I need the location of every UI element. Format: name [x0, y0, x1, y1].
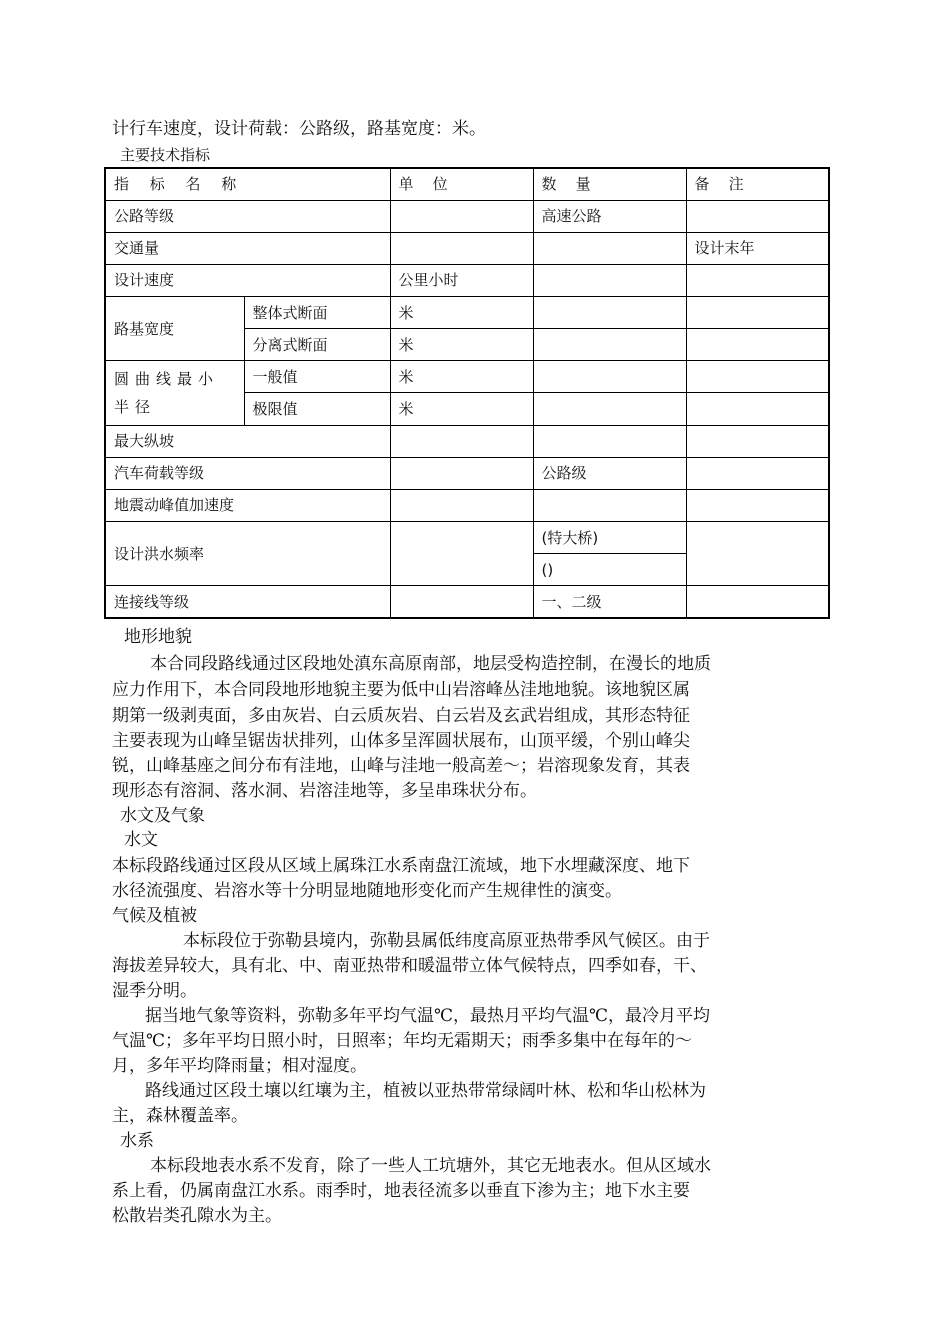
cell-qty: 高速公路 — [533, 200, 686, 232]
table-row — [105, 586, 829, 618]
soil-line: 路线通过区段土壤以红壤为主，植被以亚热带常绿阔叶林、松和华山松林为 — [145, 1081, 706, 1101]
table-row — [105, 232, 829, 264]
weather-line: 月，多年平均降雨量；相对湿度。 — [112, 1056, 367, 1076]
tech-spec-table — [104, 167, 830, 619]
cell-name: 交通量 — [105, 232, 390, 264]
hydro-climate-title: 水文及气象 — [120, 806, 205, 826]
cell-name: 路基宽度 — [105, 297, 244, 361]
terrain-line: 应力作用下，本合同段地形地貌主要为低中山岩溶峰丛洼地地貌。该地貌区属 — [112, 680, 690, 700]
climate-line: 海拔差异较大，具有北、中、南亚热带和暖温带立体气候特点，四季如春，干、 — [112, 956, 707, 976]
water-title: 水系 — [120, 1131, 154, 1151]
table-header-row — [105, 168, 829, 200]
hydro-line: 水径流强度、岩溶水等十分明显地随地形变化而产生规律性的演变。 — [112, 881, 622, 901]
header-unit: 单 位 — [390, 168, 533, 200]
cell-qty: (特大桥) — [533, 522, 686, 554]
table-caption: 主要技术指标 — [120, 146, 211, 164]
water-line: 松散岩类孔隙水为主。 — [112, 1206, 282, 1226]
cell-name: 设计洪水频率 — [105, 522, 390, 586]
header-note: 备 注 — [686, 168, 829, 200]
weather-line: 据当地气象等资料，弥勒多年平均气温℃，最热月平均气温℃，最冷月平均 — [145, 1006, 711, 1026]
terrain-line: 主要表现为山峰呈锯齿状排列，山体多呈浑圆状展布，山顶平缓，个别山峰尖 — [112, 731, 690, 751]
table-row — [105, 489, 829, 521]
cell-unit — [390, 200, 533, 232]
terrain-title: 地形地貌 — [124, 627, 192, 647]
hydro-line: 本标段路线通过区段从区域上属珠江水系南盘江流域，地下水埋藏深度、地下 — [112, 856, 690, 876]
intro-line: 计行车速度，设计荷载：公路级，路基宽度：米。 — [112, 119, 486, 139]
weather-line: 气温℃；多年平均日照小时，日照率；年均无霜期天；雨季多集中在每年的～ — [112, 1031, 693, 1051]
cell-name: 设计速度 — [105, 264, 390, 296]
table-row — [105, 522, 829, 554]
terrain-line: 锐，山峰基座之间分布有洼地，山峰与洼地一般高差～；岩溶现象发育，其表 — [112, 756, 690, 776]
terrain-line: 本合同段路线通过区段地处滇东高原南部，地层受构造控制，在漫长的地质 — [150, 654, 711, 674]
water-line: 系上看，仍属南盘江水系。雨季时，地表径流多以垂直下渗为主；地下水主要 — [112, 1181, 690, 1201]
cell-qty: () — [533, 554, 686, 586]
cell-unit: 米 — [390, 297, 533, 329]
cell-name: 连接线等级 — [105, 586, 390, 618]
table-row — [105, 457, 829, 489]
water-line: 本标段地表水系不发育，除了一些人工坑塘外，其它无地表水。但从区域水 — [150, 1156, 711, 1176]
cell-name: 公路等级 — [105, 200, 390, 232]
cell-name: 地震动峰值加速度 — [105, 489, 390, 521]
cell-note: 设计末年 — [686, 232, 829, 264]
cell-sub: 整体式断面 — [244, 297, 390, 329]
cell-qty — [533, 264, 686, 296]
cell-sub: 分离式断面 — [244, 329, 390, 361]
cell-name: 最大纵坡 — [105, 425, 390, 457]
cell-qty: 一、二级 — [533, 586, 686, 618]
hydro-title: 水文 — [124, 830, 158, 850]
cell-qty — [533, 232, 686, 264]
cell-sub: 极限值 — [244, 393, 390, 425]
terrain-line: 期第一级剥夷面，多由灰岩、白云质灰岩、白云岩及玄武岩组成，其形态特征 — [112, 706, 690, 726]
cell-unit: 米 — [390, 329, 533, 361]
cell-note — [686, 264, 829, 296]
table-row — [105, 200, 829, 232]
table-row — [105, 297, 829, 329]
cell-unit — [390, 232, 533, 264]
cell-name: 圆曲线最小半径 — [105, 361, 244, 425]
cell-unit: 米 — [390, 361, 533, 393]
cell-name: 汽车荷载等级 — [105, 457, 390, 489]
terrain-line: 现形态有溶洞、落水洞、岩溶洼地等，多呈串珠状分布。 — [112, 781, 537, 801]
cell-unit: 公里小时 — [390, 264, 533, 296]
climate-line: 本标段位于弥勒县境内，弥勒县属低纬度高原亚热带季风气候区。由于 — [183, 931, 710, 951]
header-name: 指 标 名 称 — [105, 168, 390, 200]
climate-title: 气候及植被 — [112, 906, 197, 926]
table-row — [105, 361, 829, 393]
table-row — [105, 425, 829, 457]
cell-qty: 公路级 — [533, 457, 686, 489]
climate-line: 湿季分明。 — [112, 981, 197, 1001]
soil-line: 主，森林覆盖率。 — [112, 1106, 248, 1126]
cell-sub: 一般值 — [244, 361, 390, 393]
header-qty: 数 量 — [533, 168, 686, 200]
cell-unit: 米 — [390, 393, 533, 425]
table-row — [105, 264, 829, 296]
cell-note — [686, 200, 829, 232]
